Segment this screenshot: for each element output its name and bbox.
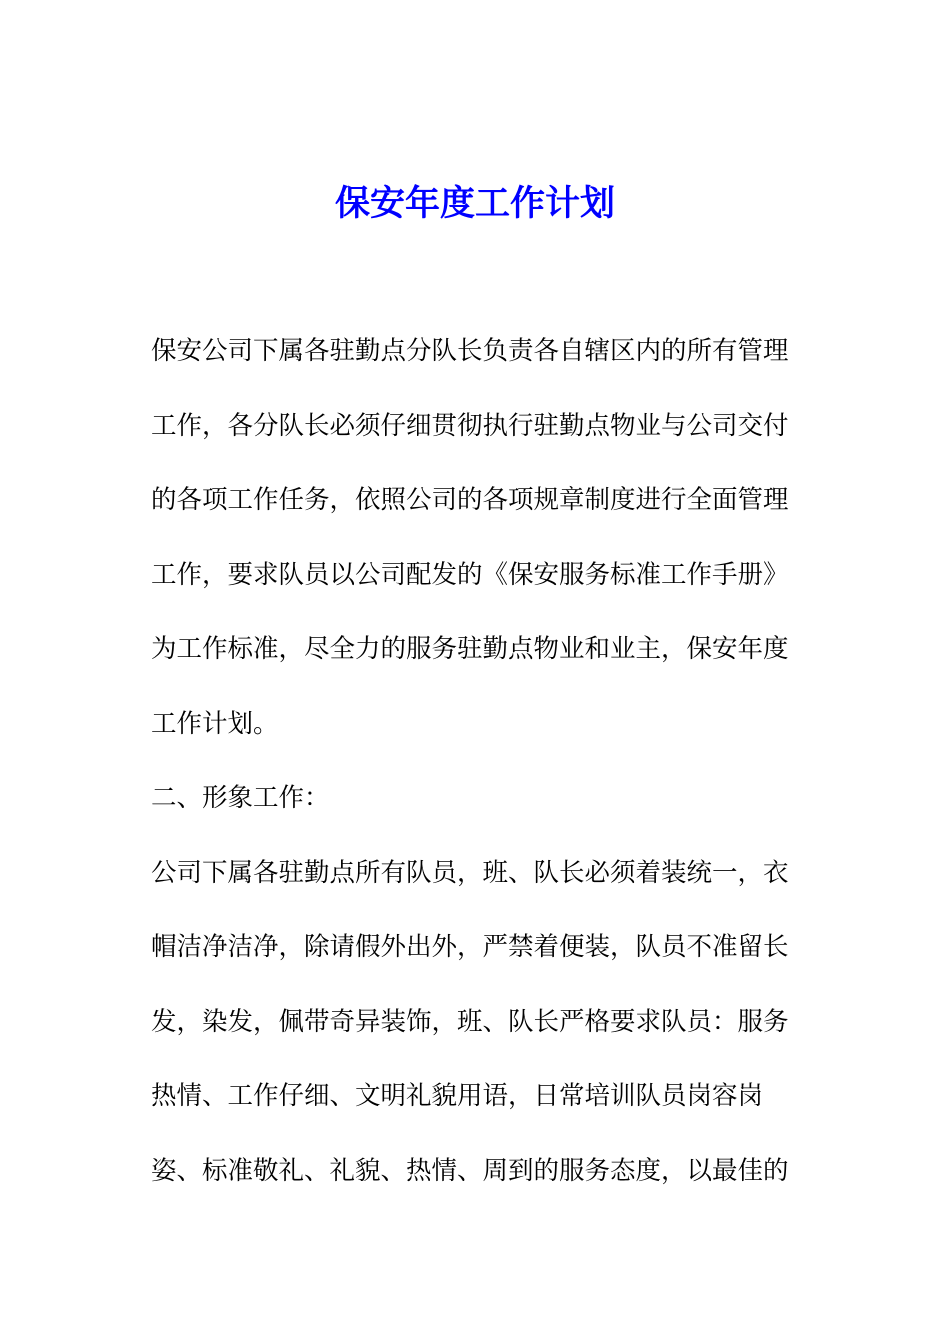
text-line: 工作，要求队员以公司配发的《保安服务标准工作手册》	[151, 559, 789, 590]
text-line: 发，染发，佩带奇异装饰，班、队长严格要求队员：服务	[151, 1006, 789, 1037]
text-line: 帽洁净洁净，除请假外出外，严禁着便装，队员不准留长	[151, 932, 789, 962]
text-line: 工作，各分队长必须仔细贯彻执行驻勤点物业与公司交付	[151, 410, 789, 441]
text-line: 工作计划。	[151, 708, 279, 739]
document-body	[151, 326, 791, 1220]
text-line: 为工作标准，尽全力的服务驻勤点物业和业主，保安年度	[151, 634, 789, 664]
text-line: 热情、工作仔细、文明礼貌用语，日常培训队员岗容岗	[151, 1081, 764, 1111]
text-line: 公司下属各驻勤点所有队员，班、队长必须着装统一，衣	[151, 857, 789, 888]
section-heading: 二、形象工作：	[151, 783, 330, 813]
text-line: 姿、标准敬礼、礼貌、热情、周到的服务态度，以最佳的	[151, 1155, 789, 1186]
text-line: 的各项工作任务，依照公司的各项规章制度进行全面管理	[151, 485, 789, 515]
text-line: 保安公司下属各驻勤点分队长负责各自辖区内的所有管理	[151, 336, 789, 366]
document-title: 保安年度工作计划	[334, 183, 615, 224]
